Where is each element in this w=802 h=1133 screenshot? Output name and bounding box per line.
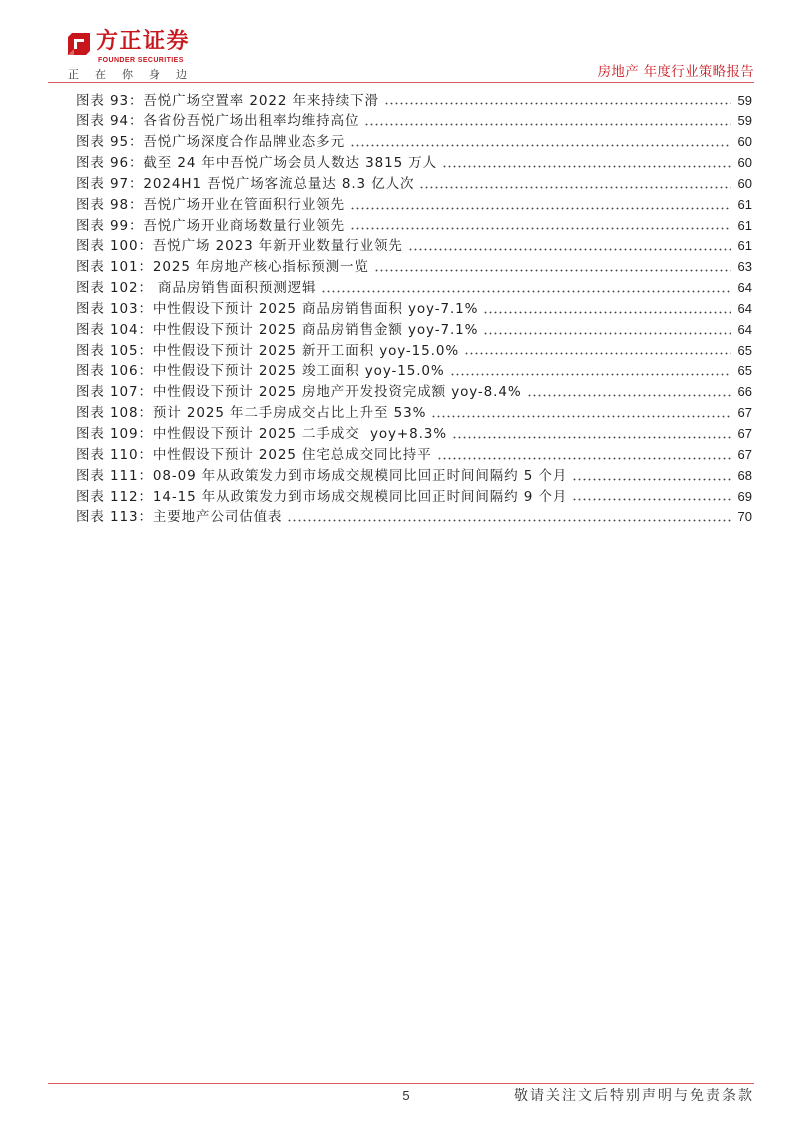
toc-entry-title: 预计 2025 年二手房成交占比上升至 53% [152,405,427,422]
toc-entry-label: 图表 110： [76,446,153,463]
toc-entry-page: 60 [737,175,752,191]
toc-entry[interactable] [76,153,752,174]
toc-entry-label: 图表 111： [76,467,153,484]
toc-entry-title: 中性假设下预计 2025 商品房销售面积 yoy-7.1% [152,300,479,317]
toc-entry-page: 64 [737,321,752,337]
toc-entry-title: 吾悦广场 2023 年新开业数量行业领先 [152,238,403,255]
toc-entry-page: 64 [737,280,752,296]
toc-entry-label: 图表 97： [76,175,144,192]
logo-subtitle: FOUNDER SECURITIES [98,57,184,64]
dot-leader [351,207,731,210]
toc-entry-label: 图表 95： [76,134,144,151]
dot-leader [365,123,731,126]
page-number: 5 [402,1088,410,1103]
toc-entry[interactable] [76,424,752,445]
toc-entry[interactable] [76,236,752,257]
toc-entry-title: 08-09 年从政策发力到市场成交规模同比回正时间间隔约 5 个月 [152,467,568,484]
toc-entry-title: 吾悦广场空置率 2022 年来持续下滑 [143,92,379,109]
dot-leader [385,102,731,105]
dot-leader [375,269,731,272]
footer-disclaimer: 敬请关注文后特别声明与免责条款 [514,1088,754,1104]
toc-entry-label: 图表 106： [76,363,153,380]
toc-entry-label: 图表 105： [76,342,153,359]
toc-entry-label: 图表 100： [76,238,153,255]
toc-entry[interactable] [76,341,752,362]
toc-entry[interactable] [76,507,752,528]
toc-entry-page: 65 [737,363,752,379]
dot-leader [453,436,731,439]
toc-entry[interactable] [76,132,752,153]
toc-entry[interactable] [76,361,752,382]
toc-entry-page: 68 [737,467,752,483]
toc-entry[interactable] [76,487,752,508]
toc-entry-title: 中性假设下预计 2025 房地产开发投资完成额 yoy-8.4% [152,384,522,401]
dot-leader [322,290,731,293]
toc-entry-label: 图表 102： [76,280,153,297]
toc-entry-page: 66 [737,384,752,400]
toc-entry-title: 吾悦广场深度合作品牌业态多元 [143,134,345,151]
toc-entry-title: 截至 24 年中吾悦广场会员人数达 3815 万人 [143,155,438,172]
dot-leader [351,144,731,147]
toc-entry-page: 61 [737,217,752,233]
toc-entry[interactable] [76,382,752,403]
toc-entry[interactable] [76,91,752,112]
toc-entry-title: 商品房销售面积预测逻辑 [152,280,317,297]
dot-leader [484,332,731,335]
toc-entry-page: 59 [737,113,752,129]
toc-entry-title: 中性假设下预计 2025 竣工面积 yoy-15.0% [152,363,445,380]
toc-entry-label: 图表 112： [76,488,153,505]
toc-entry-page: 65 [737,342,752,358]
dot-leader [438,457,731,460]
header-divider [48,82,754,83]
slogan: 正在你身边 [68,68,203,81]
toc-entry-page: 61 [737,238,752,254]
toc-entry-title: 中性假设下预计 2025 商品房销售金额 yoy-7.1% [152,321,479,338]
toc-entry-label: 图表 94： [76,113,144,130]
toc-entry-label: 图表 104： [76,321,153,338]
dot-leader [443,165,731,168]
toc-entry-page: 60 [737,134,752,150]
toc-entry-page: 61 [737,196,752,212]
report-title: 房地产 年度行业策略报告 [597,64,754,80]
toc-entry[interactable] [76,257,752,278]
toc-entry-label: 图表 93： [76,92,144,109]
toc-entry-title: 2024H1 吾悦广场客流总量达 8.3 亿人次 [143,175,415,192]
toc-entry-title: 中性假设下预计 2025 二手成交 yoy+8.3% [152,426,448,442]
footer-divider [48,1083,754,1084]
toc-entry-label: 图表 107： [76,384,153,401]
dot-leader [351,227,731,230]
toc-entry-page: 67 [737,426,752,441]
toc-entry-label: 图表 113： [76,509,153,526]
dot-leader [420,186,731,189]
toc-entry-page: 69 [737,488,752,504]
logo-wordmark: 方正证券 [96,29,191,54]
toc-entry-title: 14-15 年从政策发力到市场成交规模同比回正时间间隔约 9 个月 [152,488,568,505]
toc-entry-page: 63 [737,259,752,275]
toc-entry[interactable] [76,403,752,424]
toc-entry-label: 图表 109： [76,426,153,442]
toc-entry[interactable] [76,174,752,195]
toc-entry[interactable] [76,445,752,466]
dot-leader [288,519,731,522]
toc-entry-label: 图表 96： [76,155,144,172]
toc-entry-label: 图表 108： [76,405,153,422]
toc-entry-page: 67 [737,405,752,421]
founder-logo-icon [66,31,92,57]
dot-leader [573,478,731,481]
toc-entry-page: 70 [737,509,752,525]
toc-entry-page: 59 [737,92,752,108]
toc-entry[interactable] [76,111,752,132]
toc-entry-title: 主要地产公司估值表 [152,509,283,526]
toc-entry-title: 吾悦广场开业商场数量行业领先 [143,217,345,234]
dot-leader [484,311,731,314]
dot-leader [573,498,731,501]
toc-entry-label: 图表 103： [76,300,153,317]
dot-leader [409,248,731,251]
dot-leader [451,373,731,376]
toc-entry[interactable] [76,278,752,299]
toc-entry[interactable] [76,299,752,320]
toc-entry[interactable] [76,195,752,216]
dot-leader [465,352,731,355]
dot-leader [432,415,731,418]
toc-entry-title: 吾悦广场开业在管面积行业领先 [143,196,345,213]
toc-entry-page: 60 [737,155,752,171]
dot-leader [528,394,731,397]
toc-entry-page: 64 [737,300,752,316]
toc-entry-title: 各省份吾悦广场出租率均维持高位 [143,113,360,130]
figure-list [76,91,752,529]
toc-entry-page: 67 [737,446,752,462]
toc-entry-label: 图表 98： [76,196,144,213]
toc-entry-label: 图表 99： [76,217,144,234]
toc-entry-title: 2025 年房地产核心指标预测一览 [152,259,369,276]
toc-entry-label: 图表 101： [76,259,153,276]
toc-entry[interactable] [76,320,752,341]
toc-entry[interactable] [76,216,752,237]
toc-entry-title: 中性假设下预计 2025 住宅总成交同比持平 [152,446,432,463]
toc-entry[interactable] [76,466,752,487]
toc-entry-title: 中性假设下预计 2025 新开工面积 yoy-15.0% [152,342,460,359]
